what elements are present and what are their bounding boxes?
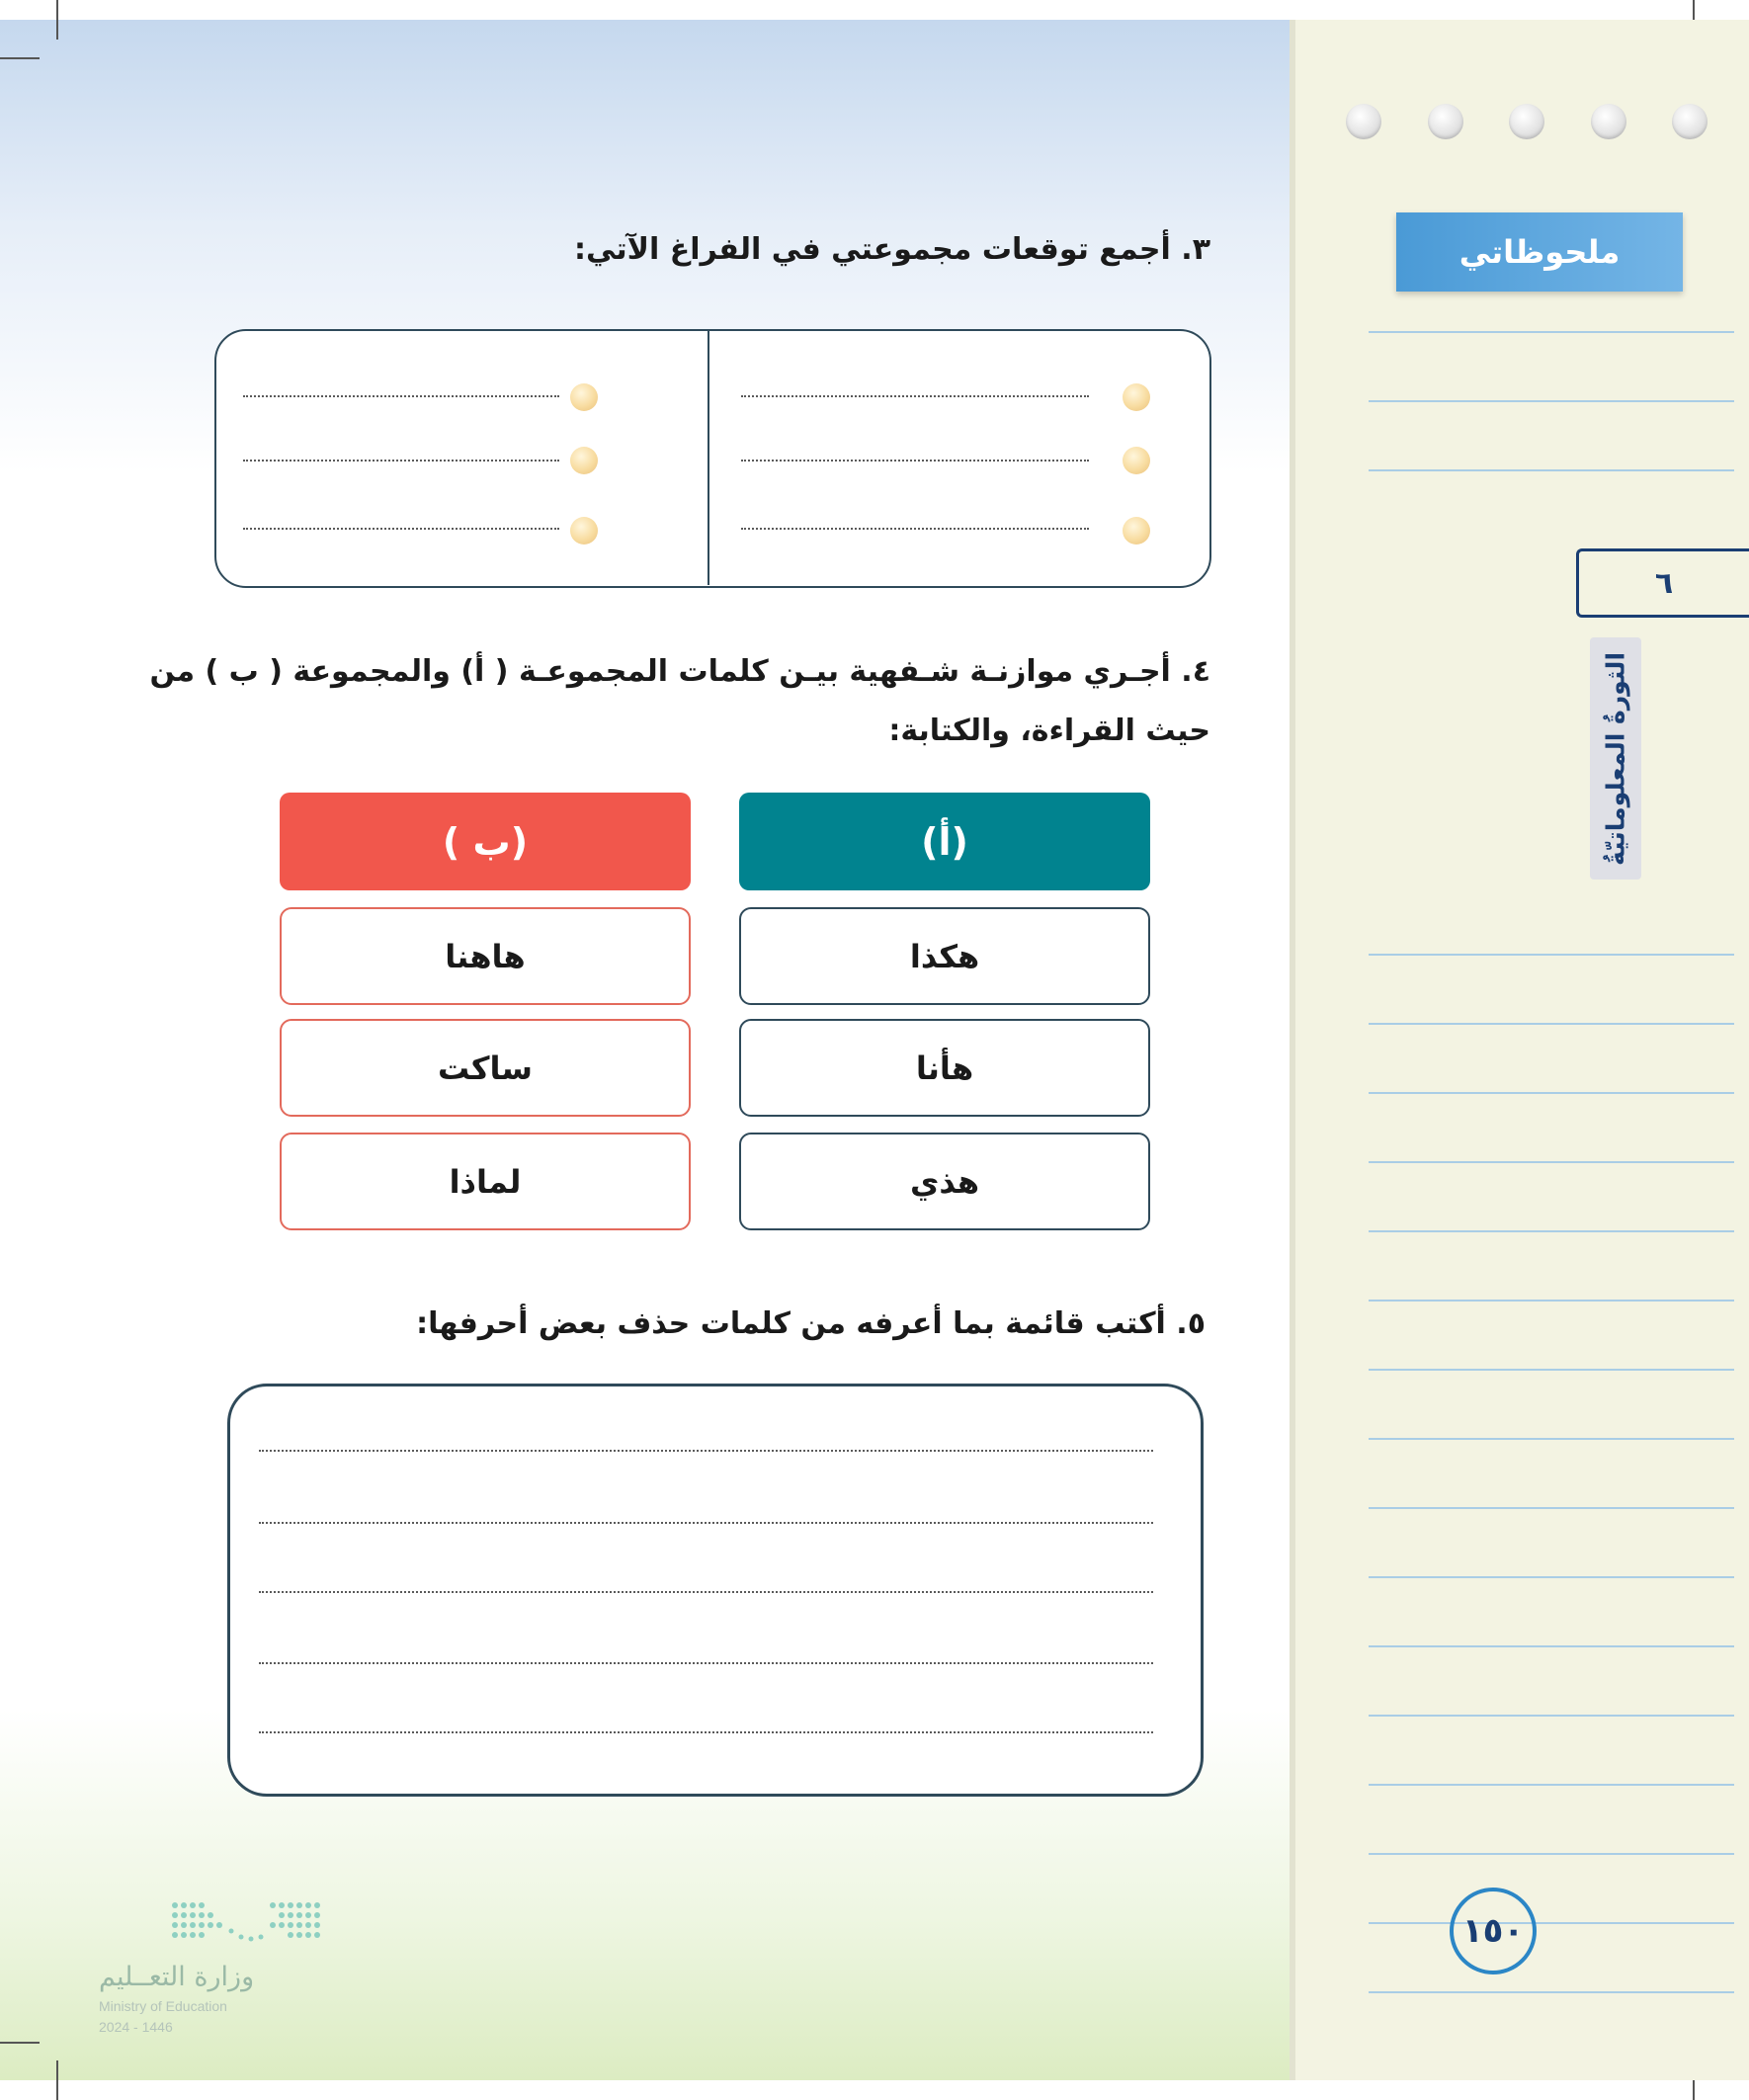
group-b-header: ( ب): [280, 793, 691, 890]
bullet-dot: [570, 447, 598, 474]
question-4-line-1: ٤. أجـري موازنـة شـفهية بيـن كلمات المجموعـة ( أ) والمجموعة ( ب ) من: [149, 654, 1210, 689]
binder-hole: [1509, 104, 1544, 139]
chapter-number: ٦: [1576, 548, 1749, 618]
answer-line[interactable]: [243, 528, 559, 530]
chapter-title: الثورةُ المعلوماتيّةُ: [1601, 651, 1630, 866]
answer-line[interactable]: [259, 1662, 1153, 1664]
question-3: ٣. أجمع توقعات مجموعتي في الفراغ الآتي:: [574, 232, 1210, 267]
crop-mark: [56, 2060, 58, 2100]
bullet-dot: [570, 517, 598, 545]
answer-line[interactable]: [259, 1591, 1153, 1593]
bullet-dot: [570, 383, 598, 411]
notes-ruled-line: [1369, 469, 1734, 471]
answer-line[interactable]: [243, 460, 559, 462]
answer-line[interactable]: [259, 1450, 1153, 1452]
notes-ruled-line: [1369, 331, 1734, 333]
ministry-year: 2024 - 1446: [99, 2019, 173, 2035]
ministry-logo-icon: [170, 1899, 323, 1949]
group-b-word: هاهنا: [280, 907, 691, 1005]
notes-ruled-line: [1369, 1230, 1734, 1232]
notes-ruled-line: [1369, 954, 1734, 956]
question-5: ٥. أكتب قائمة بما أعرفه من كلمات حذف بعض أحرفها:: [416, 1306, 1206, 1341]
binder-hole: [1591, 104, 1626, 139]
notes-title: ملحوظاتي: [1396, 212, 1683, 292]
group-a-word: هذي: [739, 1133, 1150, 1230]
ministry-name-arabic: وزارة التعــليم: [99, 1962, 255, 1992]
group-b-word: ساكت: [280, 1019, 691, 1117]
q5-answer-frame: [227, 1384, 1204, 1797]
notes-ruled-line: [1369, 1507, 1734, 1509]
notes-ruled-line: [1369, 1092, 1734, 1094]
crop-mark: [0, 57, 40, 59]
notes-ruled-line: [1369, 1300, 1734, 1302]
notes-ruled-line: [1369, 1161, 1734, 1163]
notes-ruled-line: [1369, 1023, 1734, 1025]
q3-answer-frame: [214, 329, 1211, 588]
answer-line[interactable]: [259, 1522, 1153, 1524]
notes-ruled-line: [1369, 1438, 1734, 1440]
notes-ruled-line: [1369, 1853, 1734, 1855]
answer-line[interactable]: [741, 460, 1089, 462]
binder-hole: [1672, 104, 1707, 139]
chapter-title-tab: [1590, 637, 1641, 880]
question-4-line-2: حيث القراءة، والكتابة:: [888, 714, 1210, 748]
notes-ruled-line: [1369, 1784, 1734, 1786]
bullet-dot: [1123, 447, 1150, 474]
notes-ruled-line: [1369, 1922, 1734, 1924]
answer-line[interactable]: [741, 528, 1089, 530]
answer-line[interactable]: [741, 395, 1089, 397]
group-a-word: هكذا: [739, 907, 1150, 1005]
bullet-dot: [1123, 383, 1150, 411]
binder-hole: [1428, 104, 1463, 139]
answer-line[interactable]: [259, 1731, 1153, 1733]
notes-ruled-line: [1369, 1991, 1734, 1993]
ministry-name-english: Ministry of Education: [99, 1998, 227, 2014]
binder-hole: [1346, 104, 1381, 139]
crop-mark: [0, 2042, 40, 2044]
group-b-word: لماذا: [280, 1133, 691, 1230]
q3-divider: [708, 330, 709, 585]
answer-line[interactable]: [243, 395, 559, 397]
notes-ruled-line: [1369, 1369, 1734, 1371]
crop-mark: [56, 0, 58, 40]
notes-ruled-line: [1369, 400, 1734, 402]
notes-ruled-line: [1369, 1576, 1734, 1578]
page-number: ١٥٠: [1450, 1888, 1537, 1974]
notes-panel: [1290, 20, 1749, 2080]
group-a-word: هأنا: [739, 1019, 1150, 1117]
notes-ruled-line: [1369, 1645, 1734, 1647]
notes-ruled-line: [1369, 1715, 1734, 1717]
group-a-header: (أ): [739, 793, 1150, 890]
bullet-dot: [1123, 517, 1150, 545]
